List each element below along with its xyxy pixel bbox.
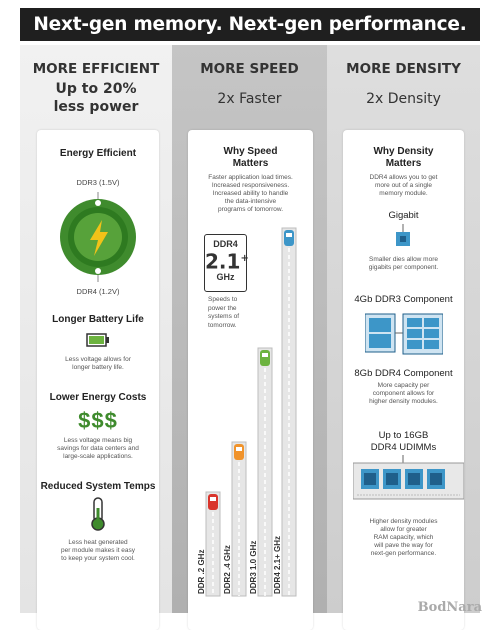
why-density-title-1: Why Density xyxy=(373,146,434,157)
speed-bar-car-1 xyxy=(234,444,244,460)
speed-bar-label-0: DDR .2 GHz xyxy=(197,549,206,594)
subheading-line-2: less power xyxy=(53,99,139,115)
gigabit-title: Gigabit xyxy=(388,210,419,221)
density-desc-3: memory module. xyxy=(379,190,428,197)
why-speed-title-1: Why Speed xyxy=(223,146,278,157)
badge-ghz: GHz xyxy=(216,271,235,282)
udimm-desc-1: Higher density modules xyxy=(369,518,438,525)
badge-ddr4: DDR4 xyxy=(213,239,238,249)
energy-costs-title: Lower Energy Costs xyxy=(49,392,147,403)
ddr4-component-title: 8Gb DDR4 Component xyxy=(354,368,453,379)
udimm-title-1: Up to 16GB xyxy=(378,430,429,441)
battery-desc-2: longer battery life. xyxy=(72,364,124,371)
subheading-2x-faster: 2x Faster xyxy=(217,91,282,107)
temps-desc-1: Less heat generated xyxy=(68,539,128,546)
battery-desc-1: Less voltage allows for xyxy=(65,356,131,363)
speed-card xyxy=(188,130,313,630)
speed-desc-2: Increased responsiveness. xyxy=(211,182,290,189)
ddr3-ddr4-component-icon xyxy=(365,311,443,357)
speed-bar-label-1: DDR2 .4 GHz xyxy=(223,545,232,594)
speed-bar-car-2 xyxy=(260,350,270,366)
efficiency-card xyxy=(37,130,159,630)
badge-plus: + xyxy=(240,253,249,264)
udimm-module-icon xyxy=(353,455,464,503)
udimm-title-2: DDR4 UDIMMs xyxy=(370,442,437,453)
costs-desc-3: large-scale applications. xyxy=(63,453,133,460)
ddr4-voltage-label: DDR4 (1.2V) xyxy=(76,287,120,296)
speed-bars-graphic xyxy=(188,130,313,630)
speed-desc-3: Increased ability to handle xyxy=(212,190,289,197)
speeds-desc-4: tomorrow. xyxy=(208,321,237,329)
speed-bar-car-window-1 xyxy=(236,447,242,451)
banner-title: Next-gen memory. Next-gen performance. xyxy=(20,8,480,41)
density-card xyxy=(343,130,464,630)
speed-bar-car-0 xyxy=(208,494,218,510)
heading-more-density: MORE DENSITY xyxy=(346,61,461,77)
badge-value: 2.1 xyxy=(205,249,241,274)
thermometer-icon xyxy=(89,496,107,532)
heading-more-speed: MORE SPEED xyxy=(200,61,299,77)
comp-desc-3: higher density modules. xyxy=(369,398,438,405)
temps-desc-3: to keep your system cool. xyxy=(61,555,135,562)
speed-desc-1: Faster application load times. xyxy=(208,174,293,181)
comp-desc-2: component allows for xyxy=(372,390,435,397)
gigabit-desc-2: gigabits per component. xyxy=(368,264,439,271)
speed-desc-5: programs of tomorrow. xyxy=(217,206,284,213)
speeds-desc-2: power the xyxy=(208,304,237,312)
density-desc-2: more out of a single xyxy=(374,182,433,189)
speed-bar-car-window-2 xyxy=(262,353,268,357)
temps-desc-2: per module makes it easy xyxy=(60,547,136,554)
column-more-efficient xyxy=(20,45,172,613)
why-speed-title-2: Matters xyxy=(232,158,269,169)
heading-more-efficient: MORE EFFICIENT xyxy=(32,61,160,77)
speed-bar-car-window-3 xyxy=(286,233,292,237)
udimm-desc-4: will pave the way for xyxy=(374,542,433,549)
watermark: BodNara xyxy=(417,600,482,615)
ddr3-component-title: 4Gb DDR3 Component xyxy=(354,294,453,305)
subheading-2x-density: 2x Density xyxy=(366,91,441,107)
ddr3-voltage-label: DDR3 (1.5V) xyxy=(76,178,120,187)
costs-desc-2: savings for data centers and xyxy=(57,445,139,452)
density-desc-1: DDR4 allows you to get xyxy=(369,174,438,181)
energy-efficient-title: Energy Efficient xyxy=(59,148,137,159)
subheading-line-1: Up to 20% xyxy=(55,81,137,97)
udimm-desc-2: allow for greater xyxy=(380,526,427,533)
energy-bolt-icon xyxy=(58,192,138,282)
comp-desc-1: More capacity per xyxy=(377,382,430,389)
costs-desc-1: Less voltage means big xyxy=(63,437,133,444)
speeds-desc-1: Speeds to xyxy=(208,296,238,303)
speed-bar-car-3 xyxy=(284,230,294,246)
column-more-speed xyxy=(172,45,327,613)
gigabit-desc-1: Smaller dies allow more xyxy=(369,256,438,263)
gigabit-chip-icon xyxy=(395,224,411,252)
dollar-signs: $$$ xyxy=(78,408,118,433)
speeds-desc-3: systems of xyxy=(208,313,240,320)
speed-bar-label-2: DDR3 1.0 GHz xyxy=(249,540,258,594)
udimm-desc-3: RAM capacity, which xyxy=(373,534,434,541)
battery-icon xyxy=(86,333,110,347)
column-more-density xyxy=(327,45,480,613)
system-temps-title: Reduced System Temps xyxy=(40,481,156,492)
why-density-title-2: Matters xyxy=(385,158,422,169)
speed-bar-car-window-0 xyxy=(210,497,216,501)
speed-bar-label-3: DDR4 2.1+ GHz xyxy=(273,535,282,594)
udimm-desc-5: next-gen performance. xyxy=(370,550,437,557)
speed-desc-4: the data-intensive xyxy=(224,198,277,205)
battery-life-title: Longer Battery Life xyxy=(52,314,144,325)
